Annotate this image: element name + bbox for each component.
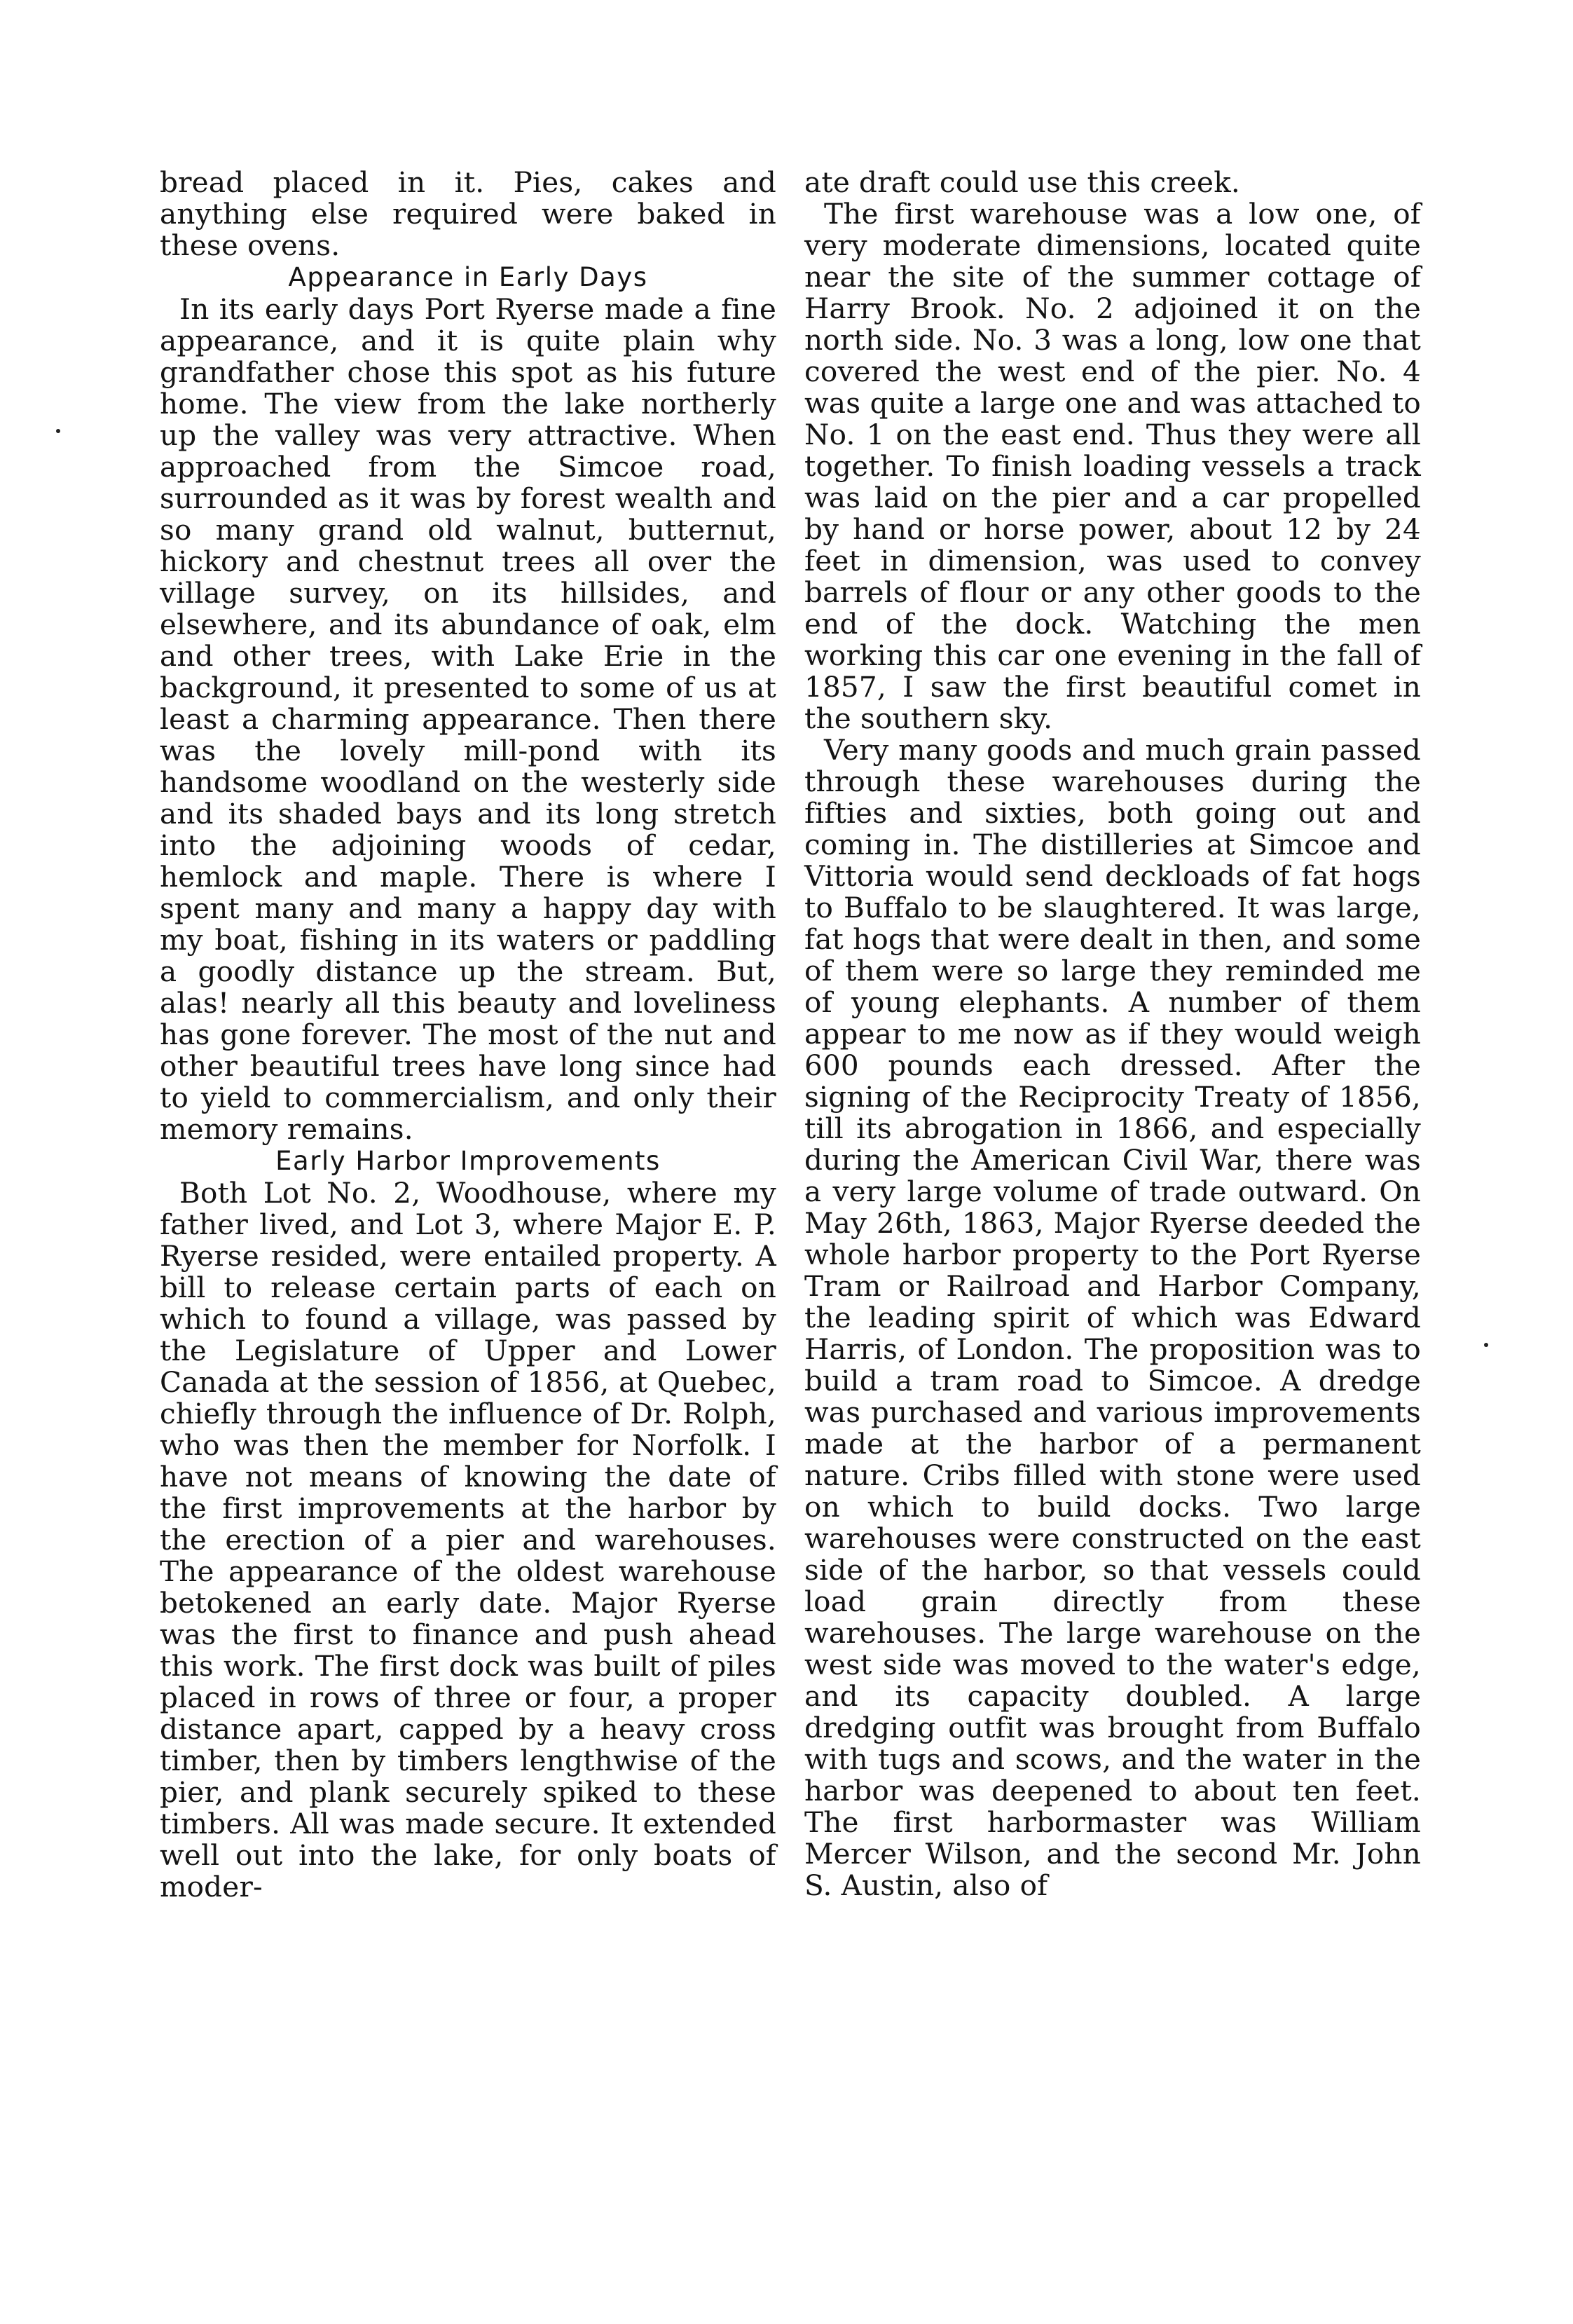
paragraph-continued: bread placed in it. Pies, cakes and anything else required were baked in these ovens. xyxy=(160,165,776,262)
left-column xyxy=(160,167,776,1903)
section-heading-harbor: Early Harbor Improvements xyxy=(275,1146,661,1176)
paragraph-warehouses: The first warehouse was a low one, of very moderate dimensions, located quite near the site of the summer cottage of Harry Brook. No. 2 adjoined it on the north side. No. 3 was a long, low one that covered the west end of the pier. No. 4 was quite a large one and was attached to No. 1 on the east end. Thus they were all together. To finish loading vessels a track was laid on the pier and a car propelled by hand or horse power, about 12 by 24 feet in dimension, was used to convey barrels of flour or any other goods to the end of the dock. Watching the men working this car one evening in the fall of 1857, I saw the first beautiful comet in the southern sky. xyxy=(804,197,1421,735)
paragraph-trade: Very many goods and much grain passed through these warehouses during the fifties and sixties, both going out and coming in. The distilleries at Simcoe and Vittoria would send deckloads of fat hogs to Buffalo to be slaughtered. It was large, fat hogs that were dealt in then, and some of them were so large they reminded me of young elephants. A number of them appear to me now as if they would weigh 600 pounds each dressed. After the signing of the Reciprocity Treaty of 1856, till its abrogation in 1866, and especially during the American Civil War, there was a very large volume of trade outward. On May 26th, 1863, Major Ryerse deeded the whole harbor property to the Port Ryerse Tram or Railroad and Harbor Company, the leading spirit of which was Edward Harris, of London. The proposition was to build a tram road to Simcoe. A dredge was purchased and various improvements made at the harbor of a permanent nature. Cribs filled with stone were used on which to build docks. Two large warehouses were constructed on the east side of the harbor, so that vessels could load grain directly from these warehouses. The large warehouse on the west side was moved to the water's edge, and its capacity doubled. A large dredging outfit was brought from Buffalo with tugs and scows, and the water in the harbor was deepened to about ten feet. The first harbormaster was William Mercer Wilson, and the second Mr. John S. Austin, also of xyxy=(804,733,1422,1902)
right-column xyxy=(804,167,1421,1901)
section-heading-appearance: Appearance in Early Days xyxy=(288,262,648,292)
print-speck xyxy=(1484,1343,1488,1347)
print-speck xyxy=(56,429,60,433)
paragraph-continued: ate draft could use this creek. xyxy=(804,165,1241,199)
paragraph-harbor: Both Lot No. 2, Woodhouse, where my father lived, and Lot 3, where Major E. P. Ryerse resided, were entailed property. A bill to release certain parts of each on which to found a village, was passed by the Legislature of Upper and Lower Canada at the session of 1856, at Quebec, chiefly through the influence of Dr. Rolph, who was then the member for Norfolk. I have not means of knowing the date of the first improvements at the harbor by the erection of a pier and warehouses. The appearance of the oldest warehouse betokened an early date. Major Ryerse was the first to finance and push ahead this work. The first dock was built of piles placed in rows of three or four, a proper distance apart, capped by a heavy cross timber, then by timbers lengthwise of the pier, and plank securely spiked to these timbers. All was made secure. It extended well out into the lake, for only boats of moder- xyxy=(160,1176,776,1903)
paragraph-appearance: In its early days Port Ryerse made a fine appearance, and it is quite plain why grandfather chose this spot as his future home. The view from the lake northerly up the valley was very attractive. When approached from the Simcoe road, surrounded as it was by forest wealth and so many grand old walnut, butternut, hickory and chestnut trees all over the village survey, on its hillsides, and elsewhere, and its abundance of oak, elm and other trees, with Lake Erie in the background, it presented to some of us at least a charming appearance. Then there was the lovely mill-pond with its handsome woodland on the westerly side and its shaded bays and its long stretch into the adjoining woods of cedar, hemlock and maple. There is where I spent many and many a happy day with my boat, fishing in its waters or paddling a goodly distance up the stream. But, alas! nearly all this beauty and loveliness has gone forever. The most of the nut and other beautiful trees have long since had to yield to commercialism, and only their memory remains. xyxy=(160,292,776,1146)
